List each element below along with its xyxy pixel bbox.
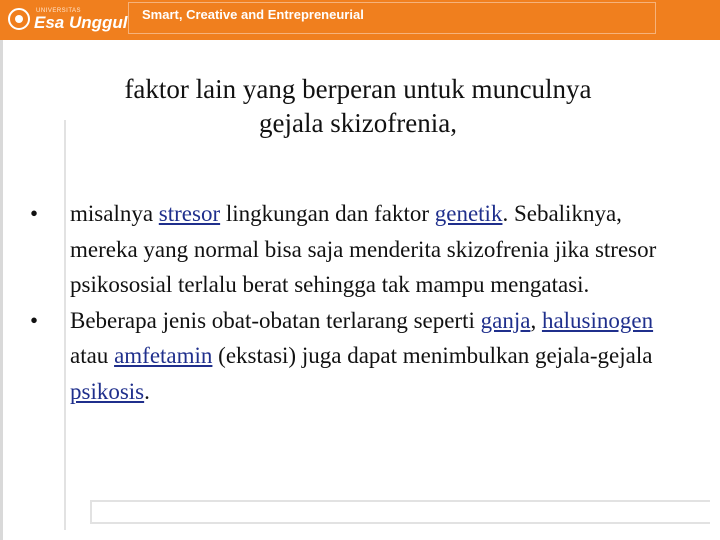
bullet-marker: • [30, 307, 39, 333]
header-bar [0, 0, 720, 40]
left-rule [0, 40, 3, 540]
logo-name: Esa Unggul [34, 12, 128, 32]
bullet-marker: • [30, 201, 39, 226]
list-item [30, 303, 690, 410]
list-item [30, 196, 690, 303]
logo-subtitle: UNIVERSITAS [36, 7, 82, 14]
text-run: lingkungan dan faktor [220, 201, 435, 226]
slide-title-line-1: faktor lain yang berperan untuk munculnya [124, 74, 592, 104]
link-stresor[interactable]: stresor [158, 201, 221, 226]
slide-title [40, 72, 676, 140]
frame-bottom-line [90, 500, 710, 524]
text-run: misalnya [70, 201, 159, 226]
tagline: Smart, Creative and Entrepreneurial [142, 7, 364, 22]
link-halusinogen[interactable]: halusinogen [541, 307, 654, 333]
university-logo[interactable] [8, 4, 128, 34]
bullet-list [30, 196, 690, 409]
text-run: Beberapa jenis obat-obatan terlarang seperti [70, 307, 481, 333]
text-run: atau [70, 343, 115, 368]
text-run: , [530, 307, 542, 333]
logo-emblem-icon [8, 8, 30, 30]
text-run: (ekstasi) juga dapat menimbulkan gejala-gejala [212, 343, 653, 368]
text-run: . [144, 378, 150, 404]
text-run: . Sebaliknya, mereka yang normal bisa saja menderita skizofrenia jika stresor psikososial terlalu berat sehingga tak mampu mengatasi. [70, 201, 657, 297]
link-genetik[interactable]: genetik [434, 201, 503, 226]
slide-title-line-2: gejala skizofrenia, [259, 108, 457, 138]
link-psikosis[interactable]: psikosis [70, 378, 145, 404]
link-ganja[interactable]: ganja [480, 307, 531, 333]
link-amfetamin[interactable]: amfetamin [114, 343, 213, 368]
